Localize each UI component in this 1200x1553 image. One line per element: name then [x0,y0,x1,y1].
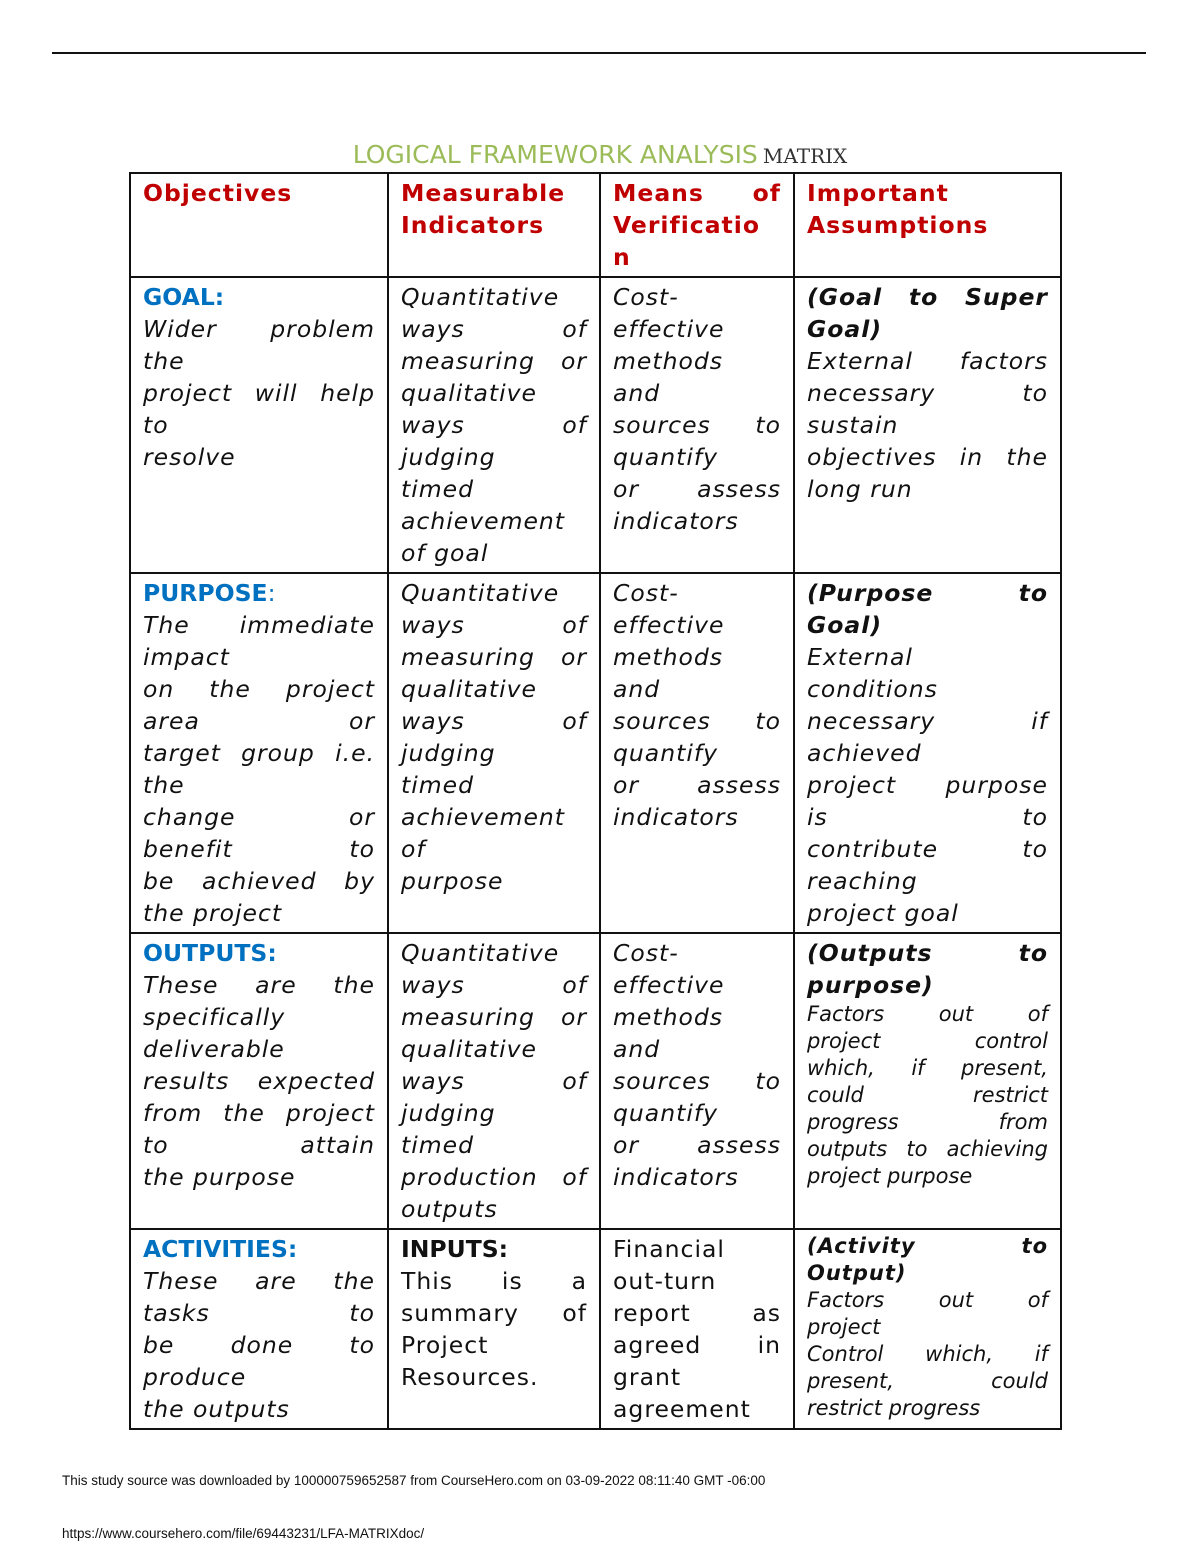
text-line: achieved [807,739,922,767]
text-line: judging [401,739,496,767]
outputs-means-text [613,937,781,1193]
goal-means-cell [600,277,794,573]
purpose-label-colon: : [267,579,276,607]
text-line: of [401,835,426,863]
outputs-objective-text [143,969,375,1193]
text-line: deliverable [143,1035,285,1063]
header-assumptions [794,173,1061,277]
text-line: conditions [807,675,938,703]
text-line: long run [807,475,913,503]
text-line: sustain [807,411,899,439]
header-row [130,173,1061,277]
text-line: agreed in [613,1331,781,1359]
purpose-assumption-heading [807,577,1048,641]
text-line: Goal) [807,611,883,639]
activities-row [130,1229,1061,1429]
text-line: Control which, if [807,1342,1048,1366]
text-line: project control [807,1029,1048,1053]
text-line: and [613,379,661,407]
purpose-label [143,577,375,609]
text-line: The immediate [143,611,375,639]
text-line: Factors out of [807,1288,1048,1312]
goal-objective-cell [130,277,388,573]
inputs-label: INPUTS: [401,1235,509,1263]
text-line: project goal [807,899,959,927]
purpose-indicator-cell [388,573,600,933]
text-line: ways of [401,611,587,639]
top-rule [52,52,1146,54]
text-line: Financial [613,1235,725,1263]
purpose-assumption-text [807,641,1048,929]
purpose-means-cell [600,573,794,933]
text-line: timed [401,475,475,503]
purpose-objective-cell [130,573,388,933]
activities-assumption-heading [807,1233,1048,1287]
text-line: reaching [807,867,918,895]
text-line: purpose) [807,971,934,999]
footer-source-note: This study source was downloaded by 100000759652587 from CourseHero.com on 03-09-2022 08:11:40 GMT -06:00 [62,1473,766,1488]
text-line: (Goal to Super [807,283,1048,311]
text-line: effective [613,971,725,999]
outputs-indicator-text [401,937,587,1225]
text-line: the [143,771,185,799]
text-line: Cost- [613,283,679,311]
header-means [600,173,794,277]
goal-assumption-heading [807,281,1048,345]
text-line: project will help [143,379,375,407]
text-line: judging [401,443,496,471]
title-sub: MATRIX [762,144,848,168]
activities-objective-text [143,1265,375,1425]
text-line: progress from [807,1110,1048,1134]
text-line: sources to [613,1067,781,1095]
title-main: LOGICAL FRAMEWORK ANALYSIS [352,140,758,169]
text-line: Cost- [613,939,679,967]
text-line: produce [143,1363,247,1391]
activities-inputs-cell [388,1229,600,1429]
text-line: effective [613,315,725,343]
activities-assumption-text [807,1287,1048,1422]
text-line: is to [807,803,1048,831]
goal-assumption-cell [794,277,1061,573]
header-assumptions-line: Assumptions [807,211,989,239]
text-line: judging [401,1099,496,1127]
text-line: measuring or [401,347,587,375]
text-line: Quantitative [401,939,560,967]
outputs-means-cell [600,933,794,1229]
text-line: Quantitative [401,579,560,607]
text-line: ways of [401,315,587,343]
goal-indicator-text [401,281,587,569]
header-objectives [130,173,388,277]
outputs-label: OUTPUTS: [143,939,277,967]
text-line: measuring or [401,1003,587,1031]
header-indicators-line: Indicators [401,211,545,239]
text-line: impact [143,643,230,671]
goal-objective-text [143,313,375,473]
text-line: could restrict [807,1083,1048,1107]
text-line: Cost- [613,579,679,607]
text-line: specifically [143,1003,286,1031]
text-line: necessary if [807,707,1048,735]
text-line: timed [401,771,475,799]
text-line: (Purpose to [807,579,1048,607]
text-line: objectives in the [807,443,1048,471]
goal-row [130,277,1061,573]
text-line: quantify [613,443,719,471]
text-line: External [807,643,913,671]
text-line: the [143,347,185,375]
text-line: ways of [401,411,587,439]
text-line: Wider problem [143,315,375,343]
text-line: Project [401,1331,489,1359]
text-line: summary of [401,1299,587,1327]
purpose-row [130,573,1061,933]
page-title [0,140,1200,169]
text-line: Quantitative [401,283,560,311]
goal-label: GOAL: [143,283,225,311]
goal-means-text [613,281,781,537]
text-line: and [613,675,661,703]
text-line: necessary to [807,379,1048,407]
text-line: benefit to [143,835,375,863]
text-line: resolve [143,443,236,471]
purpose-means-text [613,577,781,833]
activities-assumption-cell [794,1229,1061,1429]
text-line: the project [143,899,283,927]
text-line: Resources. [401,1363,539,1391]
activities-label: ACTIVITIES: [143,1235,298,1263]
outputs-assumption-text [807,1001,1048,1190]
text-line: quantify [613,739,719,767]
text-line: target group i.e. [143,739,375,767]
text-line: purpose [401,867,504,895]
text-line: restrict progress [807,1396,981,1420]
text-line: qualitative [401,1035,537,1063]
header-means-line: n [613,243,631,271]
text-line: ways of [401,971,587,999]
outputs-objective-cell [130,933,388,1229]
text-line: outputs to achieving [807,1137,1048,1161]
text-line: ways of [401,1067,587,1095]
text-line: and [613,1035,661,1063]
text-line: (Outputs to [807,939,1048,967]
text-line: These are the [143,971,375,999]
text-line: tasks to [143,1299,375,1327]
text-line: These are the [143,1267,375,1295]
text-line: sources to [613,411,781,439]
text-line: production of [401,1163,587,1191]
activities-objective-cell [130,1229,388,1429]
text-line: methods [613,643,723,671]
text-line: indicators [613,803,739,831]
lfa-matrix-table [129,172,1062,1430]
text-line: or assess [613,475,781,503]
text-line: grant [613,1363,682,1391]
text-line: effective [613,611,725,639]
header-indicators-line: Measurable [401,179,566,207]
text-line: External factors [807,347,1048,375]
text-line: indicators [613,1163,739,1191]
text-line: ways of [401,707,587,735]
outputs-assumption-cell [794,933,1061,1229]
text-line: of goal [401,539,489,567]
activities-means-cell [600,1229,794,1429]
text-line: project purpose [807,1164,973,1188]
goal-assumption-text [807,345,1048,505]
header-assumptions-line: Important [807,179,949,207]
text-line: (Activity to [807,1234,1048,1258]
header-means-line: Verificatio [613,211,760,239]
text-line: on the project [143,675,375,703]
text-line: be achieved by [143,867,375,895]
text-line: qualitative [401,379,537,407]
text-line: from the project [143,1099,375,1127]
activities-inputs-text [401,1265,587,1393]
text-line: methods [613,1003,723,1031]
footer-url: https://www.coursehero.com/file/69443231/LFA-MATRIXdoc/ [62,1526,425,1541]
text-line: This is a [401,1267,587,1295]
text-line: contribute to [807,835,1048,863]
text-line: timed [401,1131,475,1159]
text-line: project purpose [807,771,1048,799]
text-line: project [807,1315,881,1339]
text-line: Goal) [807,315,883,343]
purpose-assumption-cell [794,573,1061,933]
purpose-objective-text [143,609,375,929]
text-line: qualitative [401,675,537,703]
text-line: to [143,411,169,439]
header-indicators [388,173,600,277]
text-line: present, could [807,1369,1048,1393]
text-line: or assess [613,1131,781,1159]
text-line: agreement [613,1395,751,1423]
activities-means-text [613,1233,781,1425]
text-line: area or [143,707,375,735]
text-line: results expected [143,1067,375,1095]
text-line: Factors out of [807,1002,1048,1026]
text-line: change or [143,803,375,831]
text-line: or assess [613,771,781,799]
text-line: be done to [143,1331,375,1359]
text-line: quantify [613,1099,719,1127]
goal-indicator-cell [388,277,600,573]
text-line: achievement [401,803,566,831]
text-line: indicators [613,507,739,535]
text-line: the purpose [143,1163,296,1191]
text-line: methods [613,347,723,375]
header-means-line: Means of [613,179,781,207]
text-line: which, if present, [807,1056,1048,1080]
purpose-label-text: PURPOSE [143,579,268,607]
outputs-indicator-cell [388,933,600,1229]
outputs-row [130,933,1061,1229]
text-line: Output) [807,1261,907,1285]
header-objectives-text: Objectives [143,179,293,207]
text-line: report as [613,1299,781,1327]
outputs-assumption-heading [807,937,1048,1001]
text-line: out-turn [613,1267,717,1295]
text-line: the outputs [143,1395,290,1423]
text-line: achievement [401,507,566,535]
text-line: sources to [613,707,781,735]
text-line: measuring or [401,643,587,671]
text-line: outputs [401,1195,498,1223]
text-line: to attain [143,1131,375,1159]
purpose-indicator-text [401,577,587,897]
